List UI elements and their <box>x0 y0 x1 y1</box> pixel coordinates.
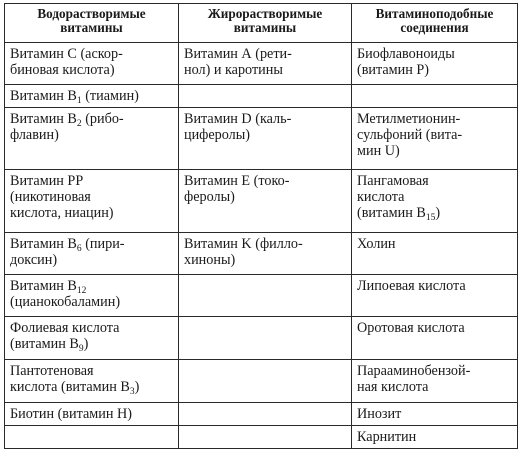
cell-line: нол) и каротины <box>184 62 283 78</box>
cell-vitamin-like <box>352 233 518 275</box>
cell-vitamin-like <box>352 426 518 449</box>
cell-fat-soluble <box>179 275 352 317</box>
cell-water-soluble <box>5 233 179 275</box>
header-row <box>5 4 518 43</box>
text-part: (тиамин) <box>81 88 139 104</box>
cell-line: ная кислота <box>357 379 429 395</box>
table-row <box>5 360 518 403</box>
cell-line: Метилметионин- <box>357 111 461 127</box>
text-part: (витамин В <box>357 205 426 221</box>
cell-line <box>10 379 173 395</box>
table-row <box>5 85 518 108</box>
table-row <box>5 317 518 360</box>
table-row <box>5 426 518 449</box>
header-line: соединения <box>400 20 469 35</box>
cell-line: Холин <box>357 236 396 252</box>
cell-line <box>10 236 173 252</box>
table-row <box>5 170 518 233</box>
subscript-index: 1 <box>76 96 82 106</box>
cell-line <box>10 336 173 352</box>
subscript-index: 9 <box>78 344 84 354</box>
text-part: Витамин В <box>10 88 77 104</box>
cell-water-soluble <box>5 317 179 360</box>
text-part: ) <box>435 205 441 221</box>
cell-line: кислота <box>357 189 405 205</box>
cell-line: феролы) <box>184 189 235 205</box>
subscript-index: 6 <box>76 244 82 254</box>
cell-water-soluble <box>5 85 179 108</box>
header-vitamin-like <box>352 4 518 43</box>
cell-line: Пангамовая <box>357 173 429 189</box>
cell-fat-soluble <box>179 108 352 170</box>
table-row <box>5 233 518 275</box>
cell-line: биновая кислота) <box>10 62 115 78</box>
subscript-index: 2 <box>76 119 82 129</box>
table-row <box>5 108 518 170</box>
text-part: Витамин В <box>10 278 77 294</box>
cell-line: Витамин РР <box>10 173 84 189</box>
cell-line: Инозит <box>357 406 402 422</box>
cell-vitamin-like <box>352 43 518 85</box>
cell-line: сульфоний (вита- <box>357 127 463 143</box>
table-header <box>5 4 518 43</box>
text-part: ) <box>134 379 140 395</box>
cell-line: Биотин (витамин Н) <box>10 406 132 422</box>
cell-line: (цианокобаламин) <box>10 294 121 310</box>
cell-line: Витамин K (филло- <box>184 236 303 252</box>
text-part: Витамин В <box>10 236 77 252</box>
header-fat-soluble <box>179 4 352 43</box>
text-part: (пири- <box>81 236 125 252</box>
cell-line <box>10 88 173 104</box>
cell-water-soluble <box>5 108 179 170</box>
cell-line: Витамин Е (токо- <box>184 173 290 189</box>
cell-vitamin-like <box>352 85 518 108</box>
cell-line: Витамин А (рети- <box>184 46 292 62</box>
cell-line: (никотиновая <box>10 189 91 205</box>
cell-water-soluble <box>5 275 179 317</box>
cell-water-soluble <box>5 426 179 449</box>
cell-line: флавин) <box>10 127 59 143</box>
cell-line: хиноны) <box>184 252 236 268</box>
cell-water-soluble <box>5 170 179 233</box>
header-line: Водорастворимые <box>37 6 146 21</box>
subscript-index: 12 <box>76 286 87 296</box>
table-row <box>5 275 518 317</box>
cell-water-soluble <box>5 43 179 85</box>
cell-line: Липоевая кислота <box>357 278 466 294</box>
cell-fat-soluble <box>179 360 352 403</box>
cell-line: Витамин С (аскор- <box>10 46 123 62</box>
cell-line: циферолы) <box>184 127 251 143</box>
header-line: витамины <box>60 20 123 35</box>
text-part: (витамин В <box>10 336 79 352</box>
header-water-soluble <box>5 4 179 43</box>
table-body <box>5 43 518 449</box>
text-part: ) <box>83 336 89 352</box>
cell-vitamin-like <box>352 403 518 426</box>
cell-line: Витамин D (каль- <box>184 111 292 127</box>
cell-line <box>357 205 512 221</box>
cell-line: мин U) <box>357 143 400 159</box>
cell-line: доксин) <box>10 252 58 268</box>
cell-line: Парааминобензой- <box>357 363 471 379</box>
cell-line <box>10 278 173 294</box>
subscript-index: 3 <box>129 387 135 397</box>
cell-fat-soluble <box>179 403 352 426</box>
cell-line: Карнитин <box>357 429 417 445</box>
cell-fat-soluble <box>179 85 352 108</box>
cell-water-soluble <box>5 360 179 403</box>
cell-fat-soluble <box>179 170 352 233</box>
cell-line: Биофлавоноиды <box>357 46 455 62</box>
header-line: Витаминоподобные <box>375 6 494 21</box>
cell-fat-soluble <box>179 233 352 275</box>
table-row <box>5 403 518 426</box>
cell-fat-soluble <box>179 43 352 85</box>
cell-water-soluble <box>5 403 179 426</box>
text-part: кислота (витамин В <box>10 379 130 395</box>
cell-line: (витамин Р) <box>357 62 430 78</box>
cell-fat-soluble <box>179 426 352 449</box>
header-line: витамины <box>233 20 297 35</box>
cell-vitamin-like <box>352 170 518 233</box>
cell-vitamin-like <box>352 275 518 317</box>
cell-vitamin-like <box>352 108 518 170</box>
subscript-index: 15 <box>425 213 436 223</box>
vitamins-table <box>4 3 518 449</box>
cell-line <box>10 111 173 127</box>
text-part: Витамин В <box>10 111 77 127</box>
table-row <box>5 43 518 85</box>
cell-line: кислота, ниацин) <box>10 205 114 221</box>
text-part: (рибо- <box>81 111 124 127</box>
header-line: Жирорастворимые <box>207 6 323 21</box>
cell-vitamin-like <box>352 360 518 403</box>
cell-line: Пантотеновая <box>10 363 94 379</box>
cell-line: Оротовая кислота <box>357 320 465 336</box>
cell-fat-soluble <box>179 317 352 360</box>
cell-line: Фолиевая кислота <box>10 320 120 336</box>
cell-vitamin-like <box>352 317 518 360</box>
